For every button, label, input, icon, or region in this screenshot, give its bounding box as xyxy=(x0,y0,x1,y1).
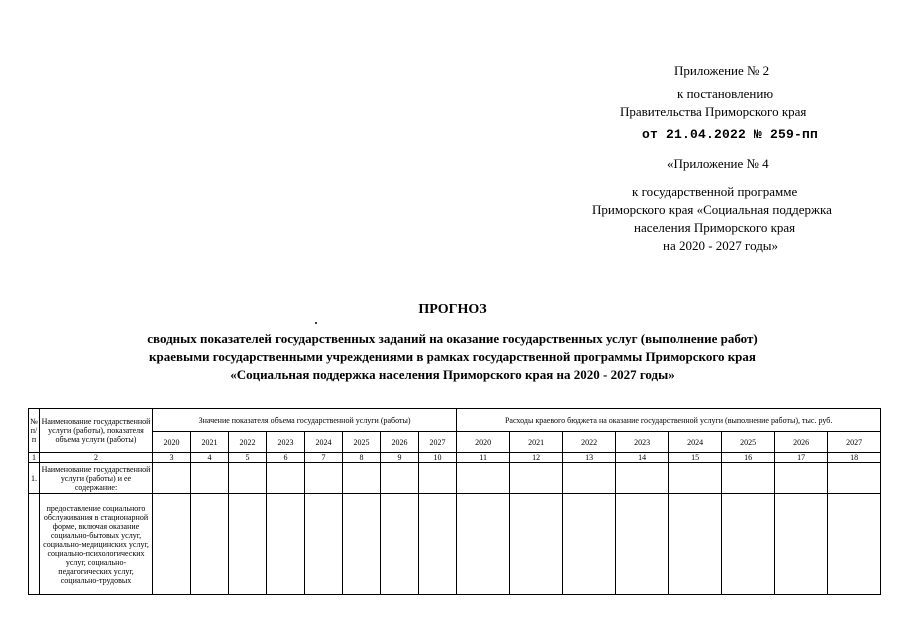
column-number: 11 xyxy=(457,453,510,463)
table-cell xyxy=(381,494,419,595)
year-volume: 2027 xyxy=(419,432,457,453)
table-cell xyxy=(563,463,616,494)
table-cell xyxy=(267,494,305,595)
table-cell xyxy=(828,494,881,595)
year-volume: 2020 xyxy=(153,432,191,453)
table-cell xyxy=(191,463,229,494)
forecast-table xyxy=(28,408,881,595)
title-sub-line2: краевыми государственными учреждениями в рамках государственной программы Приморского края xyxy=(149,349,756,364)
year-volume: 2025 xyxy=(343,432,381,453)
table-cell xyxy=(457,494,510,595)
header-expenses-group: Расходы краевого бюджета на оказание государственной услуги (выполнение работы), тыс. руб. xyxy=(457,409,881,432)
title-main: ПРОГНОЗ xyxy=(418,302,487,317)
table-cell xyxy=(616,494,669,595)
table-cell xyxy=(669,494,722,595)
program-ref-line3: населения Приморского края xyxy=(634,220,796,235)
header-no: № п/п xyxy=(29,409,40,453)
column-number: 9 xyxy=(381,453,419,463)
table-header-row xyxy=(29,409,881,432)
resolution-ref: к постановлению xyxy=(677,86,774,101)
stray-mark xyxy=(315,322,317,324)
table-cell xyxy=(267,463,305,494)
column-number: 13 xyxy=(563,453,616,463)
table-cell xyxy=(775,463,828,494)
table-cell xyxy=(775,494,828,595)
table-cell xyxy=(305,494,343,595)
table-cell xyxy=(381,463,419,494)
date-number-stamp: от 21.04.2022 № 259-пп xyxy=(642,127,819,142)
government-ref: Правительства Приморского края xyxy=(620,104,807,119)
column-number: 17 xyxy=(775,453,828,463)
year-expenses: 2021 xyxy=(510,432,563,453)
program-ref-line2: Приморского края «Социальная поддержка xyxy=(592,202,832,217)
row-service-description: предоставление социального обслуживания в стационарной форме, включая оказание социально-бытовых услуг, социально-медицинских услуг, социально-психологических услуг, социально-педагогических услуг, социально-трудовых xyxy=(40,494,153,595)
table-cell xyxy=(153,463,191,494)
table-cell xyxy=(510,463,563,494)
year-volume: 2026 xyxy=(381,432,419,453)
header-name: Наименование государственной услуги (работы), показателя объема услуги (работы) xyxy=(40,409,153,453)
year-expenses: 2024 xyxy=(669,432,722,453)
appendix-number: Приложение № 2 xyxy=(674,63,770,78)
year-volume: 2022 xyxy=(229,432,267,453)
table-cell xyxy=(229,494,267,595)
year-expenses: 2022 xyxy=(563,432,616,453)
table-cell xyxy=(669,463,722,494)
table-cell xyxy=(722,494,775,595)
column-number: 7 xyxy=(305,453,343,463)
year-volume: 2021 xyxy=(191,432,229,453)
column-number: 8 xyxy=(343,453,381,463)
column-number: 6 xyxy=(267,453,305,463)
column-number: 10 xyxy=(419,453,457,463)
year-expenses: 2027 xyxy=(828,432,881,453)
year-volume: 2023 xyxy=(267,432,305,453)
header-volume-group: Значение показателя объема государственной услуги (работы) xyxy=(153,409,457,432)
column-number: 12 xyxy=(510,453,563,463)
title-sub-line1: сводных показателей государственных заданий на оказание государственных услуг (выполнение работ) xyxy=(147,331,758,346)
table-cell xyxy=(419,463,457,494)
program-ref-line4: на 2020 - 2027 годы» xyxy=(663,238,779,253)
column-number: 15 xyxy=(669,453,722,463)
row-index: 1. xyxy=(29,463,40,494)
table-cell xyxy=(457,463,510,494)
row-index xyxy=(29,494,40,595)
table-cell xyxy=(229,463,267,494)
table-cell xyxy=(722,463,775,494)
table-cell xyxy=(343,494,381,595)
table-cell xyxy=(305,463,343,494)
column-number: 18 xyxy=(828,453,881,463)
table-cell xyxy=(419,494,457,595)
year-expenses: 2026 xyxy=(775,432,828,453)
column-number: 14 xyxy=(616,453,669,463)
table-cell xyxy=(510,494,563,595)
table-cell xyxy=(153,494,191,595)
title-sub-line3: «Социальная поддержка населения Приморского края на 2020 - 2027 годы» xyxy=(230,367,675,382)
column-number: 3 xyxy=(153,453,191,463)
appendix-4-ref: «Приложение № 4 xyxy=(667,156,769,171)
year-expenses: 2023 xyxy=(616,432,669,453)
table-cell xyxy=(616,463,669,494)
column-number: 16 xyxy=(722,453,775,463)
column-number: 5 xyxy=(229,453,267,463)
table-row xyxy=(29,494,881,595)
table-row xyxy=(29,463,881,494)
program-ref-line1: к государственной программе xyxy=(632,184,798,199)
table-cell xyxy=(191,494,229,595)
table-cell xyxy=(343,463,381,494)
year-volume: 2024 xyxy=(305,432,343,453)
column-number: 1 xyxy=(29,453,40,463)
year-expenses: 2025 xyxy=(722,432,775,453)
year-expenses: 2020 xyxy=(457,432,510,453)
column-numbers-row xyxy=(29,453,881,463)
row-service-name: Наименование государственной услуги (работы) и ее содержание: xyxy=(40,463,153,494)
table-years-row xyxy=(29,432,881,453)
table-cell xyxy=(828,463,881,494)
column-number: 4 xyxy=(191,453,229,463)
column-number: 2 xyxy=(40,453,153,463)
table-cell xyxy=(563,494,616,595)
